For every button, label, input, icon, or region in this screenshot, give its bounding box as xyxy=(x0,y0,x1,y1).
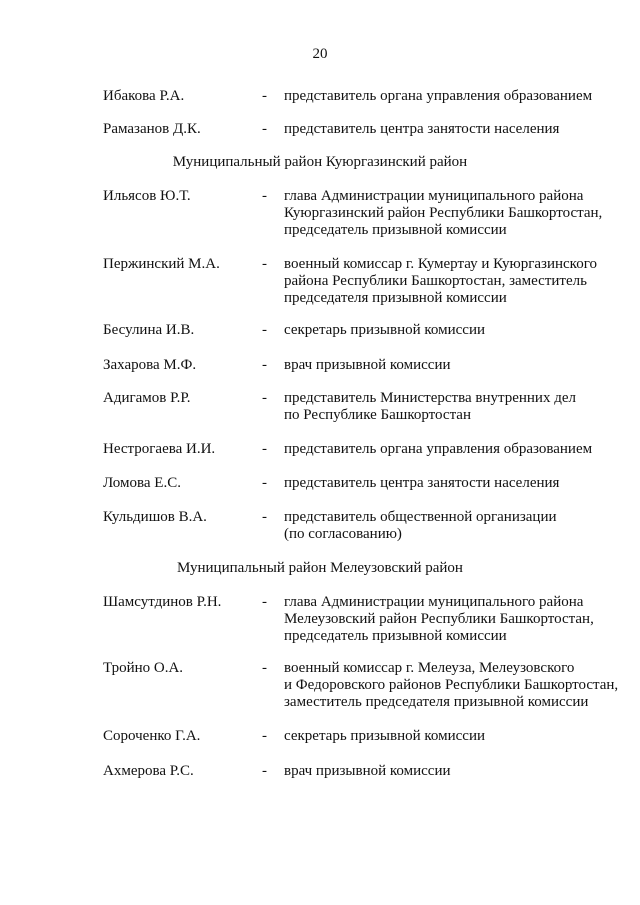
dash-separator: - xyxy=(262,475,267,491)
dash-separator: - xyxy=(262,660,267,676)
member-name: Кульдишов В.А. xyxy=(103,509,207,525)
member-role: представитель общественной организации (по согласованию) xyxy=(284,509,557,542)
page-number: 20 xyxy=(312,46,328,62)
member-role: представитель центра занятости населения xyxy=(284,121,560,137)
member-role: глава Администрации муниципального района Куюргазинский район Республики Башкортостан, председатель призывной комиссии xyxy=(284,188,603,238)
member-name: Бесулина И.В. xyxy=(103,322,195,338)
member-name: Ахмерова Р.С. xyxy=(103,763,194,779)
dash-separator: - xyxy=(262,256,267,272)
member-role: врач призывной комиссии xyxy=(284,763,451,779)
member-name: Пержинский М.А. xyxy=(103,256,220,272)
dash-separator: - xyxy=(262,594,267,610)
member-role: представитель Министерства внутренних дел по Республике Башкортостан xyxy=(284,390,576,423)
member-role: представитель органа управления образованием xyxy=(284,441,593,457)
member-name: Ильясов Ю.Т. xyxy=(103,188,191,204)
member-name: Захарова М.Ф. xyxy=(103,357,197,373)
member-role: секретарь призывной комиссии xyxy=(284,322,486,338)
dash-separator: - xyxy=(262,322,267,338)
dash-separator: - xyxy=(262,88,267,104)
dash-separator: - xyxy=(262,390,267,406)
member-name: Адигамов Р.Р. xyxy=(103,390,191,406)
member-role: представитель центра занятости населения xyxy=(284,475,560,491)
member-name: Тройно О.А. xyxy=(103,660,184,676)
member-name: Нестрогаева И.И. xyxy=(103,441,216,457)
member-name: Ибакова Р.А. xyxy=(103,88,185,104)
dash-separator: - xyxy=(262,188,267,204)
member-name: Ломова Е.С. xyxy=(103,475,181,491)
dash-separator: - xyxy=(262,509,267,525)
dash-separator: - xyxy=(262,728,267,744)
dash-separator: - xyxy=(262,763,267,779)
dash-separator: - xyxy=(262,441,267,457)
member-role: военный комиссар г. Мелеуза, Мелеузовского и Федоровского районов Республики Башкортостан, заместитель председателя призывной комиссии xyxy=(284,660,619,710)
member-role: представитель органа управления образованием xyxy=(284,88,593,104)
member-role: военный комиссар г. Кумертау и Куюргазинского района Республики Башкортостан, заместитель председателя призывной комиссии xyxy=(284,256,597,306)
dash-separator: - xyxy=(262,121,267,137)
member-name: Сороченко Г.А. xyxy=(103,728,201,744)
member-role: глава Администрации муниципального района Мелеузовский район Республики Башкортостан, председатель призывной комиссии xyxy=(284,594,594,644)
member-name: Рамазанов Д.К. xyxy=(103,121,201,137)
member-role: секретарь призывной комиссии xyxy=(284,728,486,744)
member-role: врач призывной комиссии xyxy=(284,357,451,373)
dash-separator: - xyxy=(262,357,267,373)
member-name: Шамсутдинов Р.Н. xyxy=(103,594,222,610)
section-heading: Муниципальный район Мелеузовский район xyxy=(177,560,463,576)
section-heading: Муниципальный район Куюргазинский район xyxy=(172,154,468,170)
